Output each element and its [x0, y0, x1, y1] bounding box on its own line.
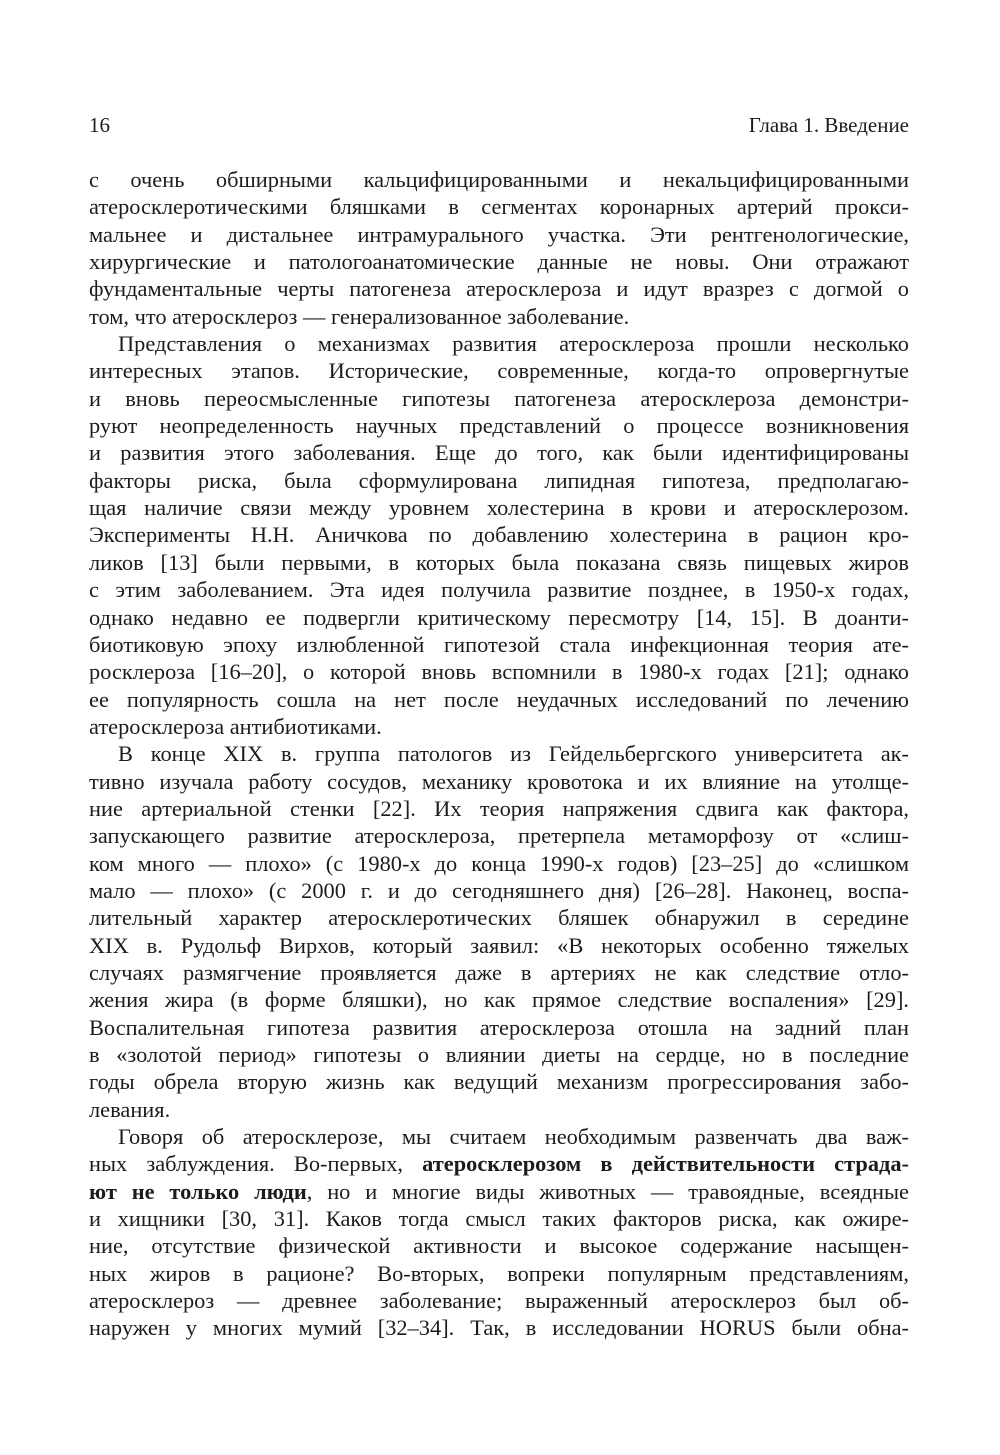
paragraph [89, 1123, 909, 1342]
text-line: ликов [13] были первыми, в которых была показана связь пищевых жиров [89, 549, 909, 575]
text-line: биотиковую эпоху излюбленной гипотезой стала инфекционная теория ате- [89, 631, 909, 657]
text-line: ние артериальной стенки [22]. Их теория напряжения сдвига как фактора, [89, 795, 909, 821]
paragraph [89, 330, 909, 740]
body-text [89, 166, 909, 1342]
paragraph [89, 166, 909, 330]
text-line: ных жиров в рационе? Во-вторых, вопреки популярным представлениям, [89, 1260, 909, 1286]
text-line: Представления о механизмах развития атеросклероза прошли несколько [118, 331, 909, 357]
text-line: случаях размягчение проявляется даже в артериях не как следствие отло- [89, 959, 909, 985]
text-line: годы обрела вторую жизнь как ведущий механизм прогрессирования забо- [89, 1069, 909, 1095]
text-line: наружен у многих мумий [32–34]. Так, в исследовании HORUS были обна- [89, 1315, 909, 1341]
text-line: мальнее и дистальнее интрамурального участка. Эти рентгенологические, [89, 221, 909, 247]
text-line: однако недавно ее подвергли критическому пересмотру [14, 15]. В доанти- [89, 604, 909, 630]
text-line: хирургические и патологоанатомические данные не новы. Они отражают [89, 249, 909, 275]
running-head: Глава 1. Введение [748, 113, 909, 137]
text-line: мало — плохо» (с 2000 г. и до сегодняшнего дня) [26–28]. Наконец, воспа- [89, 877, 909, 903]
text-line: В конце XIX в. группа патологов из Гейдельбергского университета ак- [118, 741, 909, 767]
text-line: Эксперименты Н.Н. Аничкова по добавлению холестерина в рацион кро- [89, 522, 909, 548]
paragraph [89, 740, 909, 1123]
text-line: запускающего развитие атеросклероза, претерпела метаморфозу от «слиш- [89, 823, 909, 849]
text-line: щая наличие связи между уровнем холестерина в крови и атеросклерозом. [89, 495, 909, 521]
text-line: ных заблуждения. Во-первых, атеросклерозом в действительности страда- [89, 1151, 909, 1177]
text-line: в «золотой период» гипотезы о влиянии диеты на сердце, но в последние [89, 1042, 909, 1067]
text-line: том, что атеросклероз — генерализованное заболевание. [89, 303, 630, 329]
text-line: ние, отсутствие физической активности и высокое содержание насыщен- [89, 1233, 909, 1259]
text-line: факторы риска, была сформулирована липидная гипотеза, предполагаю- [89, 467, 909, 493]
text-line: и хищники [30, 31]. Каков тогда смысл таких факторов риска, как ожире- [89, 1206, 909, 1232]
text-line: ком много — плохо» (с 1980-х до конца 1990-х годов) [23–25] до «слишком [89, 850, 909, 876]
page-header [89, 113, 909, 149]
text-line: атеросклероза антибиотиками. [89, 713, 382, 739]
text-line: атеросклероз — древнее заболевание; выраженный атеросклероз был об- [89, 1288, 909, 1314]
text-line: XIX в. Рудольф Вирхов, который заявил: «В некоторых особенно тяжелых [89, 932, 909, 958]
text-line: с очень обширными кальцифицированными и некальцифицированными [89, 167, 909, 192]
text-line: и развития этого заболевания. Еще до того, как были идентифицированы [89, 440, 909, 466]
text-line: с этим заболеванием. Эта идея получила развитие позднее, в 1950-х годах, [89, 577, 909, 603]
text-line: и вновь переосмысленные гипотезы патогенеза атеросклероза демонстри- [89, 385, 909, 411]
page-number: 16 [89, 113, 110, 137]
text-line: атеросклеротическими бляшками в сегментах коронарных артерий прокси- [89, 194, 909, 220]
text-line: фундаментальные черты патогенеза атеросклероза и идут вразрез с догмой о [89, 276, 909, 302]
text-line: тивно изучала работу сосудов, механику кровотока и их влияние на утолще- [89, 768, 909, 794]
text-line: ее популярность сошла на нет после неудачных исследований по лечению [89, 686, 909, 712]
text-line: руют неопределенность научных представлений о процессе возникновения [89, 413, 909, 439]
text-line: росклероза [16–20], о которой вновь вспомнили в 1980-х годах [21]; однако [89, 659, 909, 685]
text-line: Воспалительная гипотеза развития атеросклероза отошла на задний план [89, 1014, 909, 1040]
text-line: ют не только люди, но и многие виды животных — травоядные, всеядные [89, 1178, 909, 1204]
text-line: жения жира (в форме бляшки), но как прямое следствие воспаления» [29]. [89, 987, 909, 1013]
text-line: лительный характер атеросклеротических бляшек обнаружил в середине [89, 905, 909, 931]
text-line: Говоря об атеросклерозе, мы считаем необходимым развенчать два важ- [118, 1124, 909, 1150]
text-line: левания. [89, 1096, 171, 1122]
text-line: интересных этапов. Исторические, современные, когда-то опровергнутые [89, 358, 909, 384]
